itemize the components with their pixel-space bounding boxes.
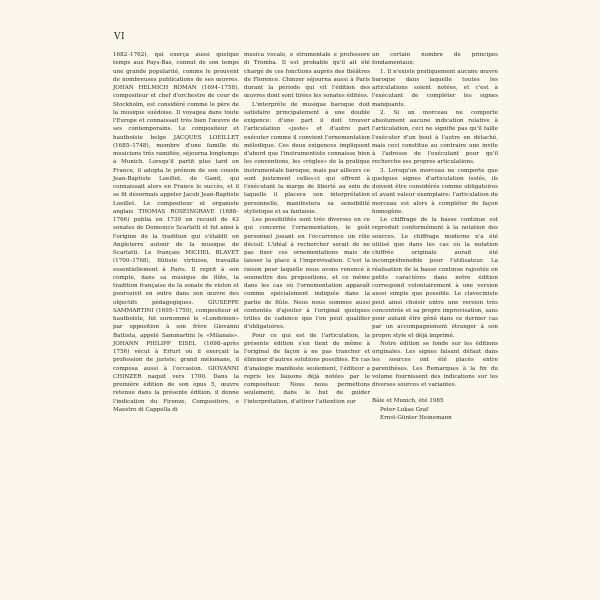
paragraph: Pour ce qui est de l'articulation, la présente édition s'en tient de même à l'original de façon à ne pas trancher et éliminer d'autres solutions possibles. En cas d'analogie manifeste seulement, l'éditeur a repris les liaisons déjà notées par le compositeur. Nous nous permettons seulement, dans le but de guider l'interprétation, d'attirer l'attention sur [244,332,370,405]
paragraph: 3. Lorsqu'un morceau ne comporte que quelques signes d'articulation isolés, ils doivent être considérés comme obligatoires et avant valeur exemplaire: l'articulation du morceau est alors à compléter de façon homogène. [372,167,498,215]
paragraph: Notre édition se fonde sur les éditions originales. Les signes faisant défaut dans les sources ont été placés entre parenthèses. Les Remarques à la fin du volume fournissent des indications sur les diverses sources et variantes. [372,340,498,388]
text-column-2 [244,51,370,406]
signature-place-date: Bâle et Munich, été 1985 [372,398,444,405]
page-number: VI [114,32,126,42]
paragraph: Les possibilités sont très diverses en ce qui concerne l'ornementation, le goût personnel jouant en l'occurrence un rôle décisif. L'idéal à rechercher serait de ne pas fixer ces ornementations mais de laisser la place à l'improvisation. C'est la raison pour laquelle nous avons renoncé à soumettre des propositions, et ce même dans les cas où l'ornementation apparaît comme spécialement indiquée dans la partie de flûte. Nous nous sommes aussi contentés d'ajouter à l'original quelques trilles de cadence que l'on peut qualifier d'obligatoires. [244,217,370,331]
paragraph: musica vocale, e strumentale e professore di Tromba. Il est probable qu'il ait été chargé de ces fonctions auprès des théâtres de Florence. Chinzer séjourna aussi à Paris durant la période qui vit l'édition des œuvres dont sont tirées les sonates éditées. [244,52,370,100]
paragraph: Le chiffrage de la basse continue est reproduit conformément à la notation des sources. Le chiffrage moderne n'a été utilisé que dans les cas où la notation chiffrée originale aurait été incompréhensible pour l'utilisateur. La réalisation de la basse continue rajoutée en petits caractères dans notre édition correspond volontairement à une version aussi simple que possible. Le claveciniste peut ainsi choisir entre une version très concentrée et sa propre improvisation, sans pour autant être gêné dans ce dernier cas par un accompagnement étranger à son propre style et déjà imprimé. [372,217,498,339]
signature-name: Peter-Lukas Graf [380,406,429,413]
text-column-3 [372,51,498,422]
signature-name: Ernst-Günter Heinemann [380,414,452,421]
paragraph: 1682–1762), qui exerça aussi quelque temps aux Pays-Bas, connut de son temps une grande popularité, comme le prouvent de nombreuses publications de ses œuvres. JOHAN HELMICH ROMAN (1694–1758), compositeur et chef d'orchestre de cour de Stockholm, est considéré comme le père de la musique suédoise. Il voyagea dans toute l'Europe et connaissait très bien l'œuvre de ses contemporains. Le compositeur et hautboïste belge JACQUES LOEILLET (1685–1748), membre d'une famille de musiciens très ramifiée, séjourna longtemps à Munich. Lorsqu'il partit plus tard en France, il adopta le prénom de son cousin Jean-Baptiste Loeillet, de Gand, qui connaissait alors en France le succès, et il se fit désormais appeler Jacob Jean-Baptiste Loeillet. Le compositeur et organiste anglais THOMAS ROSEINGRAVE (1688–1766) publia en 1739 un recueil de 42 sonates de Domenico Scarlatti et fut ainsi à l'origine de la tradition qui s'établit en Angleterre autour de la musique de Scarlatti. Le français MICHEL BLAVET (1700–1768), flûtiste virtuose, travailla essentiellement à Paris. Il reprit à son compte, dans sa musique de flûte, la tradition française de la sonate de violon et poursuivit en outre dans son œuvre des objectifs pédagogiques. GIUSEPPE SAMMARTINI (1695–1750), compositeur et hautboïste, fut surnommé le «Londonien» par opposition à son frère Giovanni Battista, appelé Sammartini le «Milanais». JOHANN PHILIPP EISEL (1698–après 1756) vécut à Erfurt où il exerçait la profession de juriste; grand mélomane, il composa aussi à l'occasion. GIOVANNI CHINZER naquit vers 1700. Dans la première édition de son opus 5, œuvre retenue dans la présente édition, il donne l'indication du Firenze, Compositore, e Maestro di Cappella di [113,52,239,413]
paragraph: 2. Si un morceau ne comporte absolument aucune indication relative à l'articulation, ceci ne signifie pas qu'il faille l'exécuter d'un bout à l'autre en détaché, mais ceci constitue au contraire une invite à l'adresse de l'exécutant pour qu'il recherche ses propres articulations. [372,109,498,166]
paragraph: 1. Il n'existe pratiquement aucune œuvre baroque dans laquelle toutes les articulations soient notées, et c'est à l'exécutant de compléter les signes manquants. [372,68,498,108]
text-column-1 [113,51,239,414]
paragraph: L'interprète de musique baroque doit satisfaire principalement à une double exigence: d'une part il doit trouver l'articulation «juste» et d'autre part exécuter comme il convient l'ornementation mélodique. Ces deux exigences impliquent d'abord que l'instrumentiste connaisse bien les conventions, les «règles» de la pratique instrumentale baroque, mais par ailleurs ce sont justement celles-ci qui offrent à l'exécutant la marge de liberté au sein de laquelle il placera son interprétation personnelle, manifestera sa sensibilité stylistique et sa fantaisie. [244,101,370,215]
paragraph: un certain nombre de principes fondamentaux: [372,52,498,67]
